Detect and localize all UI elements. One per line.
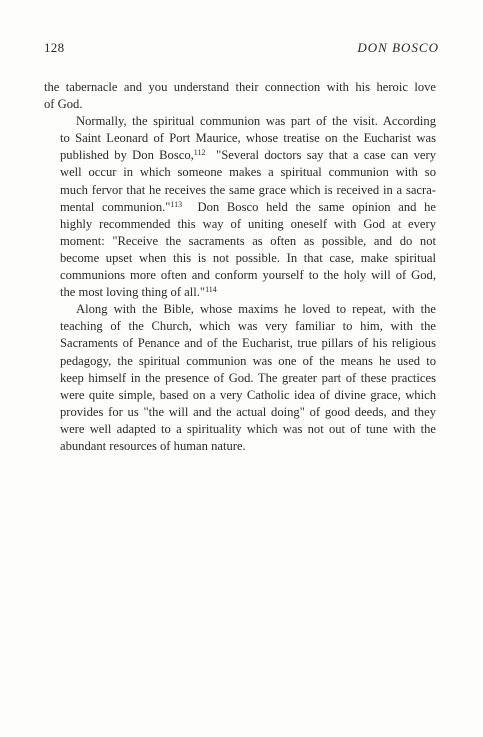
- text-line: become upset when this is not possible. In that case, make spiritual: [60, 250, 436, 265]
- paragraph-2: [44, 113, 436, 301]
- text-line: keep himself in the presence of God. The greater part of these practices: [60, 370, 436, 385]
- paragraph-3: [44, 301, 436, 455]
- text-line: of God.: [44, 97, 83, 112]
- footnote-marker: 114: [205, 285, 217, 295]
- paragraph-1: [44, 79, 436, 113]
- text-line: to Saint Leonard of Port Maurice, whose treatise on the Eucharist was: [60, 131, 436, 146]
- text-fragment: published by Don Bosco,: [60, 148, 194, 163]
- running-title: DON BOSCO: [357, 40, 439, 55]
- text-fragment: the most loving thing of all.": [60, 285, 206, 300]
- text-fragment: mental communion.": [60, 199, 171, 214]
- text-fragment: "Several doctors say that a case can very: [216, 148, 436, 163]
- text-line: Along with the Bible, whose maxims he loved to repeat, with the: [76, 302, 436, 317]
- footnote-marker: 113: [170, 199, 183, 209]
- text-line: Sacraments of Penance and of the Eucharist, true pillars of his religious: [60, 336, 436, 351]
- text-line: [44, 284, 436, 301]
- text-line: highly recommended this way of uniting oneself with God at every: [60, 216, 436, 231]
- footnote-marker: 112: [193, 148, 206, 158]
- body-text: [44, 79, 436, 455]
- text-line: teaching of the Church, which was very familiar to him, with the: [60, 319, 436, 334]
- text-line: much fervor that he receives the same grace which is received in a sacra-: [60, 182, 436, 197]
- page-number: 128: [44, 40, 65, 55]
- page-header: [44, 40, 439, 58]
- text-line: abundant resources of human nature.: [60, 438, 246, 453]
- text-line: provides for us "the will and the actual doing" of good deeds, and they: [60, 404, 436, 419]
- text-fragment: Don Bosco held the same opinion and he: [197, 199, 436, 214]
- text-line: well occur in which someone makes a spiritual communion with so: [60, 165, 436, 180]
- text-line: pedagogy, the spiritual communion was one of the means he used to: [60, 353, 436, 368]
- text-line: communions more often and conform yourself to the holy will of God,: [60, 268, 436, 283]
- text-line: [44, 199, 436, 216]
- text-line: [44, 147, 436, 164]
- text-line: were quite simple, based on a very Catholic idea of divine grace, which: [60, 387, 436, 402]
- text-line: moment: "Receive the sacraments as often as possible, and do not: [60, 233, 436, 248]
- text-line: were well adapted to a spirituality which was not out of tune with the: [60, 421, 436, 436]
- text-line: Normally, the spiritual communion was part of the visit. According: [76, 114, 436, 129]
- text-line: the tabernacle and you understand their connection with his heroic love: [44, 80, 436, 94]
